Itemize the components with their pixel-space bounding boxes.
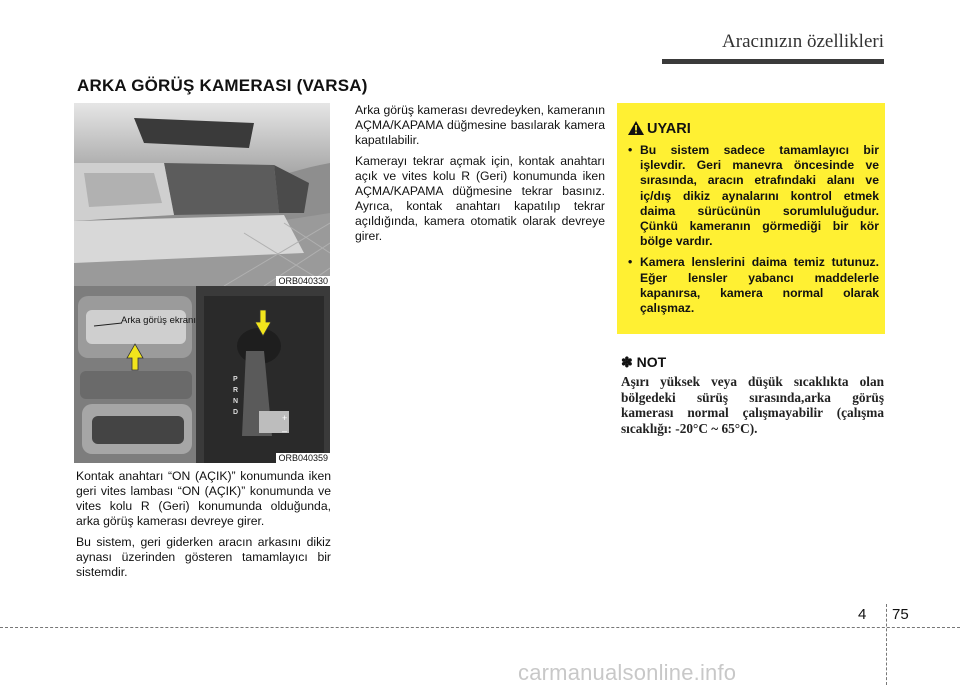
gear-label-d: D (233, 409, 239, 416)
note-title: ✽ NOT (621, 354, 667, 370)
running-header: Aracınızın özellikleri (722, 31, 884, 52)
header-rule (662, 59, 884, 64)
image-code-bottom: ORB040359 (278, 453, 328, 463)
car-rear-illustration (74, 103, 330, 286)
svg-text:–: – (282, 426, 288, 436)
mirror-shifter-photo (74, 286, 330, 463)
watermark: carmanualsonline.info (518, 660, 737, 685)
note-body: Aşırı yüksek veya düşük sıcaklıkta olan bölgedeki sürüş sırasında,arka görüş kamerası normal çalışmayabilir (çalışma sıcaklığı: -20°C ~ 65°C). (621, 374, 884, 436)
gear-label-r: R (233, 387, 239, 394)
warning-item-1: • Bu sistem sadece tamamlayıcı bir işlevdir. Geri manevra öncesinde ve sırasında, aracın etrafındaki alanı ve iç/dış dikiz aynalarını kontrol etmek daima sürücünün sorumluluğudur. Çünkü kameranın görmediği bir kör bölge vardır. (627, 143, 879, 249)
middle-column (355, 103, 605, 250)
left-paragraph-2: Bu sistem, geri giderken aracın arkasını dikiz aynası üzerinden gösteren tamamlayıcı bir sistemdir. (76, 535, 331, 579)
footer-divider (886, 604, 887, 685)
section-title: ARKA GÖRÜŞ KAMERASI (VARSA) (77, 76, 368, 95)
chapter-number: 4 (858, 606, 867, 623)
gear-label-n: N (233, 398, 239, 405)
warning-item-2: • Kamera lenslerini daima temiz tutunuz. Eğer lensler yabancı maddelerle kapanırsa, kamera normal olarak çalışmaz. (627, 255, 879, 316)
svg-text:+: + (282, 413, 288, 423)
gear-label-p: P (233, 376, 238, 383)
middle-paragraph-2: Kamerayı tekrar açmak için, kontak anahtarı açık ve vites kolu R (Geri) konumunda iken AÇMA/KAPAMA düğmesine tekrar basınız. Ayrıca, kontak anahtarı kapatılıp tekrar açıldığında, kamera otomatik olarak devreye girer. (355, 154, 605, 243)
image-code-top: ORB040330 (278, 276, 328, 286)
warning-triangle-icon (627, 120, 645, 136)
footer-rule (0, 627, 960, 628)
warning-box (617, 103, 885, 334)
gear-labels (233, 374, 238, 418)
warning-list (627, 143, 879, 322)
warning-title: UYARI (647, 121, 691, 137)
left-paragraph-1: Kontak anahtarı “ON (AÇIK)” konumunda iken geri vites lambası “ON (AÇIK)” konumunda ve vites kolu R (Geri) konumunda olduğunda, arka görüş kamerası devreye girer. (76, 469, 331, 528)
left-column (76, 469, 331, 586)
rear-view-screen-label: Arka görüş ekranı (121, 315, 196, 326)
car-rear-photo (74, 103, 330, 286)
middle-paragraph-1: Arka görüş kamerası devredeyken, kameranın AÇMA/KAPAMA düğmesine basılarak kamera kapatılabilir. (355, 103, 605, 147)
mirror-shifter-illustration (74, 286, 330, 463)
page-number: 75 (892, 606, 909, 623)
